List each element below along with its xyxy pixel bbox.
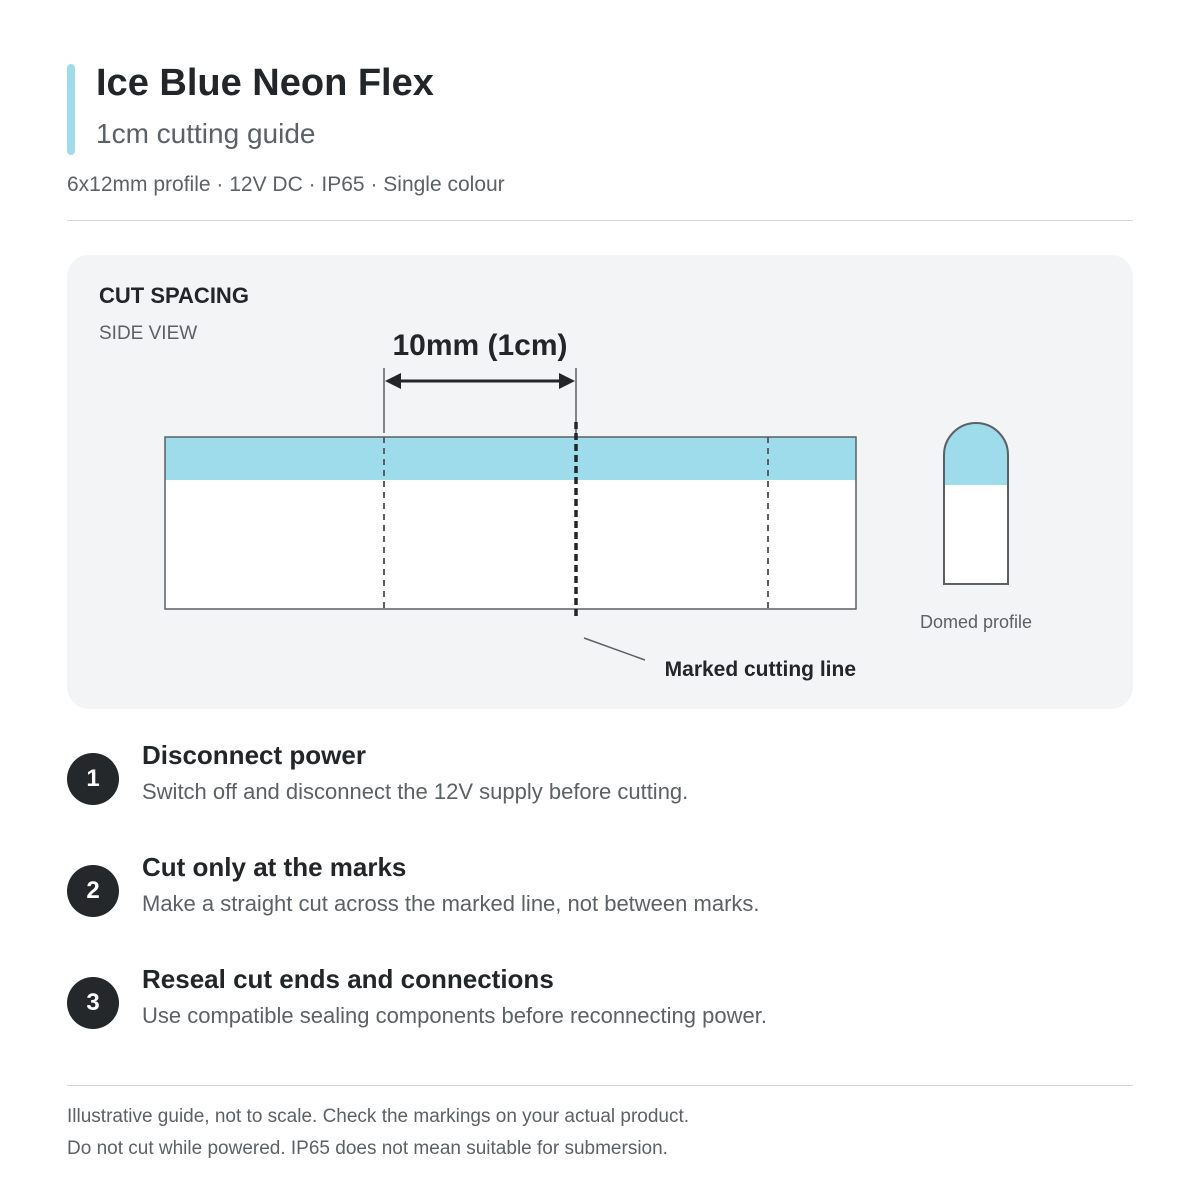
page-title: Ice Blue Neon Flex xyxy=(96,62,434,104)
dimension-label: 10mm (1cm) xyxy=(392,329,568,362)
spec-line: 6x12mm profile · 12V DC · IP65 · Single colour xyxy=(67,173,505,196)
step-number-badge: 2 xyxy=(67,865,119,917)
footer-divider xyxy=(67,1085,1133,1086)
header-divider xyxy=(67,220,1133,221)
step-description: Make a straight cut across the marked line, not between marks. xyxy=(142,891,760,916)
cut-spacing-panel xyxy=(67,255,1133,709)
step-cut-at-marks xyxy=(67,852,1133,945)
diagram-heading: CUT SPACING xyxy=(99,283,249,308)
step-number-badge: 1 xyxy=(67,753,119,805)
step-title: Cut only at the marks xyxy=(142,852,407,882)
step-title: Reseal cut ends and connections xyxy=(142,964,554,994)
strip-neon-top xyxy=(165,437,856,480)
footnote-warning: Do not cut while powered. IP65 does not mean suitable for submersion. xyxy=(67,1138,668,1159)
step-description: Switch off and disconnect the 12V supply before cutting. xyxy=(142,779,689,804)
step-description: Use compatible sealing components before reconnecting power. xyxy=(142,1003,767,1028)
step-title: Disconnect power xyxy=(142,740,366,770)
dome-neon-cap xyxy=(937,415,1017,488)
dimension-arrowhead-right xyxy=(559,373,575,389)
cut-spacing-diagram xyxy=(67,255,1133,709)
profile-label: Domed profile xyxy=(919,612,1033,632)
step-reseal-ends xyxy=(67,964,1133,1057)
title-accent-bar xyxy=(67,64,75,155)
cut-line-label: Marked cutting line xyxy=(664,658,856,681)
footnote-disclaimer: Illustrative guide, not to scale. Check the markings on your actual product. xyxy=(67,1106,690,1127)
view-label: SIDE VIEW xyxy=(99,323,198,344)
cut-line-leader xyxy=(584,638,645,660)
step-number-badge: 3 xyxy=(67,977,119,1029)
step-disconnect-power xyxy=(67,740,1133,833)
page-subtitle: 1cm cutting guide xyxy=(96,118,316,149)
dimension-arrowhead-left xyxy=(385,373,401,389)
